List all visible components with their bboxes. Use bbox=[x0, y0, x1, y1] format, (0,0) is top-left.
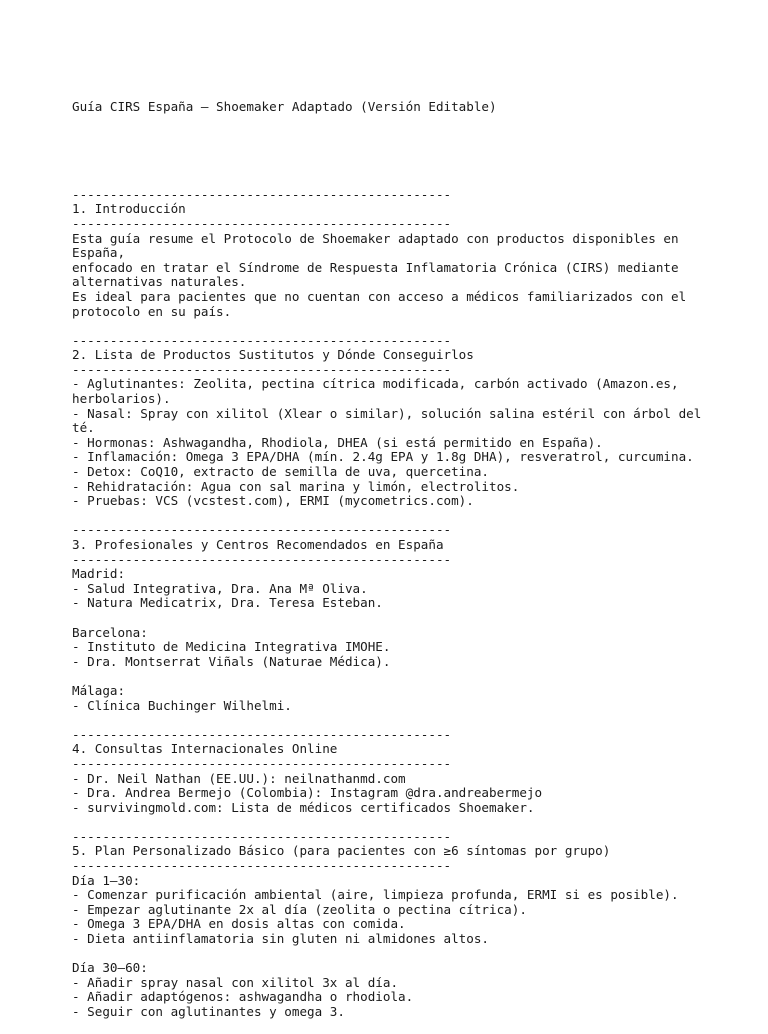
text-line: - Detox: CoQ10, extracto de semilla de uva, quercetina. bbox=[72, 464, 490, 480]
text-line: - Pruebas: VCS (vcstest.com), ERMI (mycometrics.com). bbox=[72, 493, 474, 509]
text-line: - Añadir spray nasal con xilitol 3x al día. bbox=[72, 974, 399, 990]
blank-line bbox=[72, 947, 712, 962]
text-line: enfocado en tratar el Síndrome de Respuesta Inflamatoria Crónica (CIRS) mediante bbox=[72, 259, 679, 275]
text-line: Día 1–30: bbox=[72, 872, 141, 888]
section-3 bbox=[72, 523, 712, 727]
text-line: - Omega 3 EPA/DHA en dosis altas con comida. bbox=[72, 916, 406, 932]
text-line: protocolo en su país. bbox=[72, 303, 232, 319]
section-heading: 4. Consultas Internacionales Online bbox=[72, 741, 338, 757]
divider-line: -------------------------------------------------- bbox=[72, 332, 452, 348]
text-line: - Hormonas: Ashwagandha, Rhodiola, DHEA (si está permitido en España). bbox=[72, 434, 603, 450]
text-line: - Clínica Buchinger Wilhelmi. bbox=[72, 697, 292, 713]
text-line: - survivingmold.com: Lista de médicos certificados Shoemaker. bbox=[72, 799, 535, 815]
section-4 bbox=[72, 728, 712, 830]
section-heading: 2. Lista de Productos Sustitutos y Dónde Conseguirlos bbox=[72, 347, 474, 363]
blank-line bbox=[72, 319, 712, 334]
blank-line bbox=[72, 713, 712, 728]
text-line: - Nasal: Spray con xilitol (Xlear o similar), solución salina estéril con árbol del bbox=[72, 405, 702, 421]
text-line: - Natura Medicatrix, Dra. Teresa Esteban. bbox=[72, 595, 383, 611]
blank-line bbox=[72, 611, 712, 626]
section-heading: 3. Profesionales y Centros Recomendados en España bbox=[72, 537, 444, 552]
divider-line: -------------------------------------------------- bbox=[72, 361, 452, 377]
text-line: - Dra. Montserrat Viñals (Naturae Médica). bbox=[72, 653, 391, 669]
text-line: - Rehidratación: Agua con sal marina y limón, electrolitos. bbox=[72, 478, 520, 494]
divider-line: -------------------------------------------------- bbox=[72, 551, 452, 567]
text-line: Es ideal para pacientes que no cuentan con acceso a médicos familiarizados con el bbox=[72, 288, 687, 304]
text-line: - Seguir con aglutinantes y omega 3. bbox=[72, 1004, 345, 1019]
text-line: - Dieta antiinflamatoria sin gluten ni almidones altos. bbox=[72, 931, 490, 947]
divider-line: -------------------------------------------------- bbox=[72, 215, 452, 231]
blank-line bbox=[72, 509, 712, 524]
text-line: - Instituto de Medicina Integrativa IMOHE. bbox=[72, 639, 391, 655]
document-sections bbox=[72, 188, 712, 1020]
text-line: - Aglutinantes: Zeolita, pectina cítrica modificada, carbón activado (Amazon.es, bbox=[72, 376, 679, 392]
blank-line bbox=[72, 815, 712, 830]
text-line: España, bbox=[72, 245, 126, 261]
text-line: - Salud Integrativa, Dra. Ana Mª Oliva. bbox=[72, 580, 368, 596]
document-title: Guía CIRS España – Shoemaker Adaptado (Versión Editable) bbox=[72, 99, 497, 115]
section-heading: 1. Introducción bbox=[72, 201, 186, 217]
text-line: - Empezar aglutinante 2x al día (zeolita o pectina cítrica). bbox=[72, 901, 527, 917]
text-line: Día 30–60: bbox=[72, 960, 148, 976]
text-line: Barcelona: bbox=[72, 624, 148, 640]
text-line: - Dra. Andrea Bermejo (Colombia): Instagram @dra.andreabermejo bbox=[72, 785, 543, 801]
divider-line: -------------------------------------------------- bbox=[72, 522, 452, 538]
text-line: Madrid: bbox=[72, 566, 126, 582]
divider-line: -------------------------------------------------- bbox=[72, 828, 452, 844]
text-line: - Dr. Neil Nathan (EE.UU.): neilnathanmd.com bbox=[72, 770, 406, 786]
divider-line: -------------------------------------------------- bbox=[72, 858, 452, 874]
section-5 bbox=[72, 830, 712, 1020]
section-1 bbox=[72, 188, 712, 334]
divider-line: -------------------------------------------------- bbox=[72, 755, 452, 771]
blank-line bbox=[72, 669, 712, 684]
divider-line: -------------------------------------------------- bbox=[72, 726, 452, 742]
section-heading: 5. Plan Personalizado Básico (para pacientes con ≥6 síntomas por grupo) bbox=[72, 843, 611, 859]
section-2 bbox=[72, 334, 712, 524]
text-line: alternativas naturales. bbox=[72, 274, 247, 290]
text-line: Málaga: bbox=[72, 682, 126, 698]
document-page bbox=[72, 71, 712, 1034]
blank-line bbox=[72, 144, 712, 159]
divider-line: -------------------------------------------------- bbox=[72, 186, 452, 202]
text-line: té. bbox=[72, 420, 95, 436]
text-line: - Inflamación: Omega 3 EPA/DHA (mín. 2.4g EPA y 1.8g DHA), resveratrol, curcumina. bbox=[72, 449, 694, 465]
text-line: herbolarios). bbox=[72, 391, 171, 407]
text-line: - Añadir adaptógenos: ashwagandha o rhodiola. bbox=[72, 989, 414, 1005]
text-line: Esta guía resume el Protocolo de Shoemaker adaptado con productos disponibles en bbox=[72, 230, 679, 246]
text-line: - Comenzar purificación ambiental (aire, limpieza profunda, ERMI si es posible). bbox=[72, 887, 679, 903]
